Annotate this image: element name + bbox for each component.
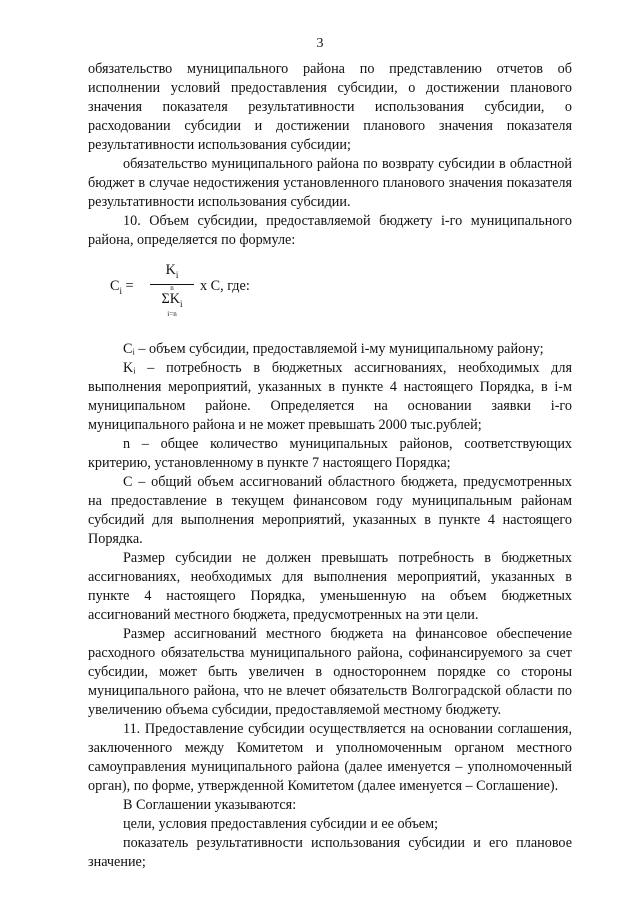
- definition-n: n – общее количество муниципальных районов, соответствующих критерию, установленному в пункте 7 настоящего Порядка;: [88, 436, 572, 471]
- paragraph-local-budget: Размер ассигнований местного бюджета на финансовое обеспечение расходного обязательства муниципального района, софинансируемого за счет субсидии, может быть увеличен в одностороннем порядке со стороны муниципального района, что не влечет обязательств Волгоградской области по увеличению объема субсидии, предоставляемой местному бюджету.: [88, 626, 572, 718]
- paragraph-refund-obligation: обязательство муниципального района по возврату субсидии в областной бюджет в случае недостижения установленного планового значения показателя результативности использования субсидии.: [88, 156, 572, 210]
- document-body: [88, 60, 572, 872]
- sum-upper-limit: n: [170, 283, 174, 292]
- paragraph-reporting-obligation: обязательство муниципального района по представлению отчетов об исполнении условий предоставления субсидии, о достижении планового значения показателя результативности использования субсидии, о расходовании субсидии и достижении планового значения показателя результативности использования субсидии;: [88, 61, 572, 153]
- formula-rhs: x С, где:: [200, 278, 250, 294]
- paragraph-item-11: 11. Предоставление субсидии осуществляется на основании соглашения, заключенного между Комитетом и уполномоченным органом местного самоуправления муниципального района (далее именуется – уполномоченный орган), по форме, утвержденной Комитетом (далее именуется – Соглашение).: [88, 721, 572, 794]
- definition-c: C – общий объем ассигнований областного бюджета, предусмотренных на предоставление в текущем финансовом году муниципальным районам субсидий для выполнения мероприятий, указанных в пункте 4 настоящего Порядка.: [88, 474, 572, 547]
- formula-fraction: [150, 262, 194, 318]
- paragraph-item-10: 10. Объем субсидии, предоставляемой бюджету i-го муниципального района, определяется по формуле:: [88, 213, 572, 248]
- subsidy-formula: [110, 262, 572, 316]
- definition-ki: Kᵢ – потребность в бюджетных ассигнованиях, необходимых для выполнения мероприятий, указанных в пункте 4 настоящего Порядка, в i-м муниципальном районе. Определяется на основании заявки i-го муниципального района и не может превышать 2000 тыс.рублей;: [88, 360, 572, 433]
- formula-numerator: $K_i$: [165, 262, 179, 280]
- paragraph-subsidy-limit: Размер субсидии не должен превышать потребность в бюджетных ассигнованиях, необходимых для выполнения мероприятий, указанных в пункте 4 настоящего Порядка, уменьшенную на объем бюджетных ассигнований местного бюджета, предусмотренных на эти цели.: [88, 550, 572, 623]
- list-item-indicator: показатель результативности использования субсидии и его плановое значение;: [88, 835, 572, 870]
- definition-ci: Cᵢ – объем субсидии, предоставляемой i-му муниципальному району;: [123, 341, 544, 357]
- sum-lower-limit: i=n: [167, 309, 177, 318]
- list-item-goals: цели, условия предоставления субсидии и ее объем;: [123, 816, 439, 832]
- formula-denominator: $\Sigma K_i$: [161, 290, 183, 309]
- page-number: 3: [316, 36, 324, 51]
- paragraph-agreement-heading: В Соглашении указываются:: [123, 797, 297, 813]
- formula-lhs: $C_i$ =: [110, 278, 134, 296]
